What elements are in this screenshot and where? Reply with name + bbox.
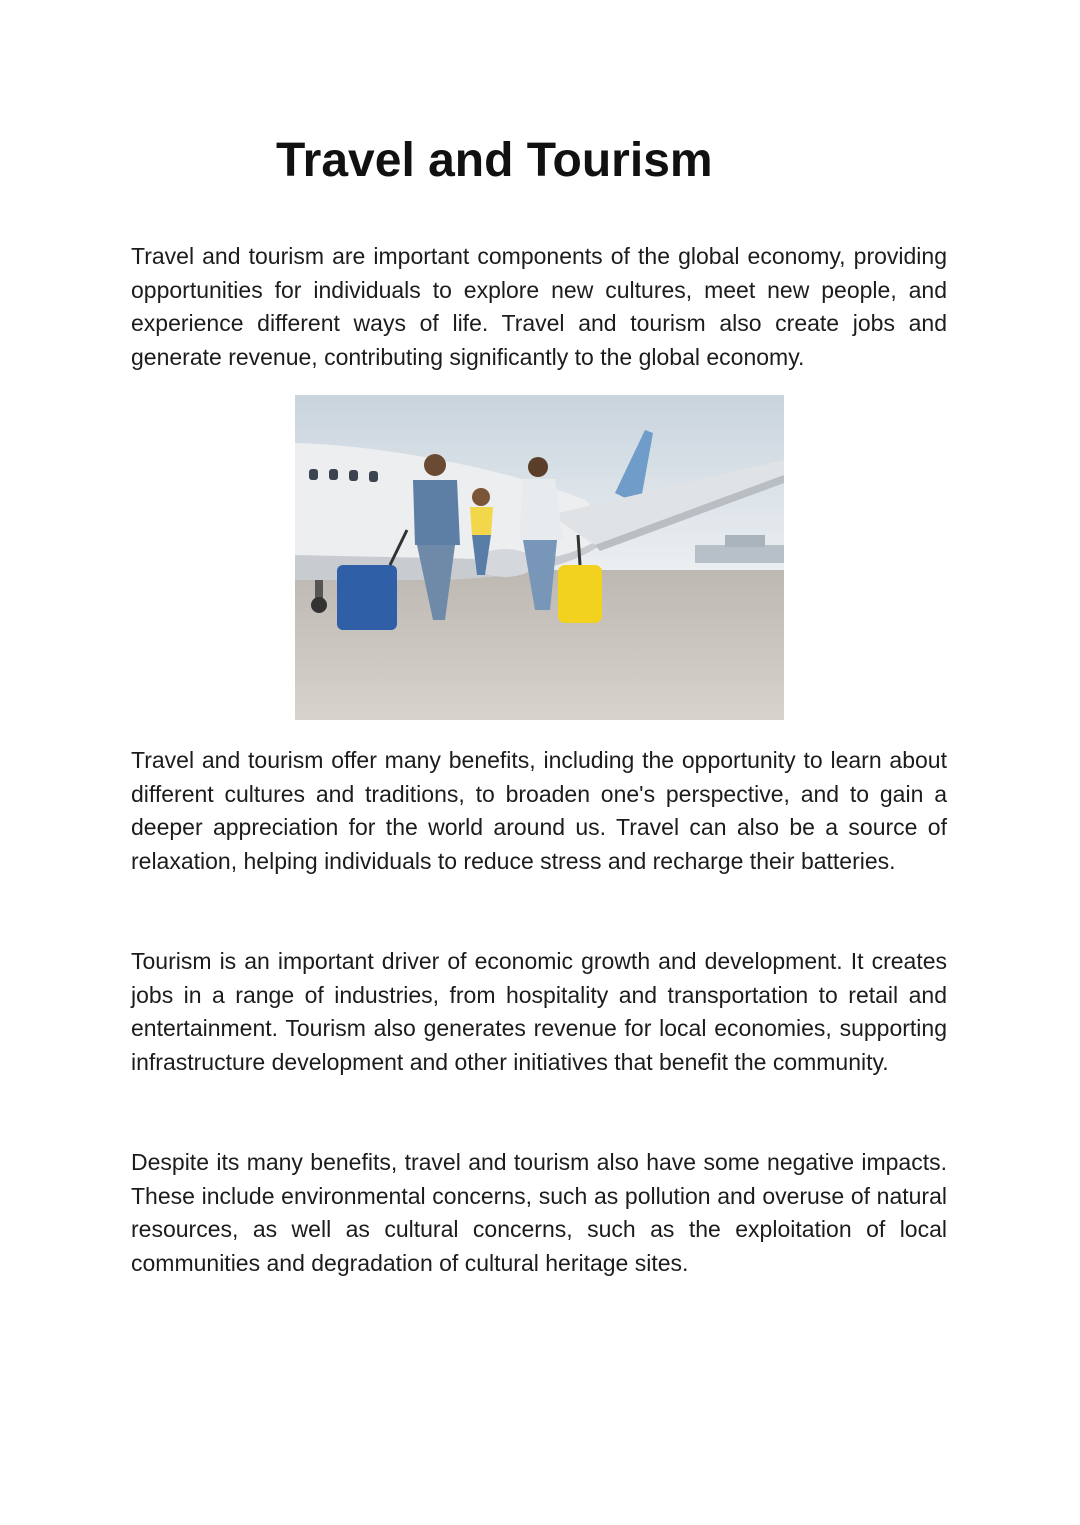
paragraph-intro: Travel and tourism are important components of the global economy, providing opportunities for individuals to explore new cultures, meet new people, and experience different ways of life. Travel and tourism also create jobs and generate revenue, contributing significantly to the global economy. [131, 243, 947, 370]
page-title: Travel and Tourism [276, 134, 713, 187]
family-airport-photo [295, 395, 784, 720]
paragraph-negative-impacts: Despite its many benefits, travel and tourism also have some negative impacts. These include environmental concerns, such as pollution and overuse of natural resources, as well as cultural concerns, such as the exploitation of local communities and degradation of cultural heritage sites. [131, 1149, 947, 1276]
paragraph-benefits: Travel and tourism offer many benefits, including the opportunity to learn about different cultures and traditions, to broaden one's perspective, and to gain a deeper appreciation for the world around us. Travel can also be a source of relaxation, helping individuals to reduce stress and recharge their batteries. [131, 747, 947, 874]
paragraph-economy: Tourism is an important driver of economic growth and development. It creates jobs in a range of industries, from hospitality and transportation to retail and entertainment. Tourism also generates revenue for local economies, supporting infrastructure development and other initiatives that benefit the community. [131, 948, 947, 1075]
